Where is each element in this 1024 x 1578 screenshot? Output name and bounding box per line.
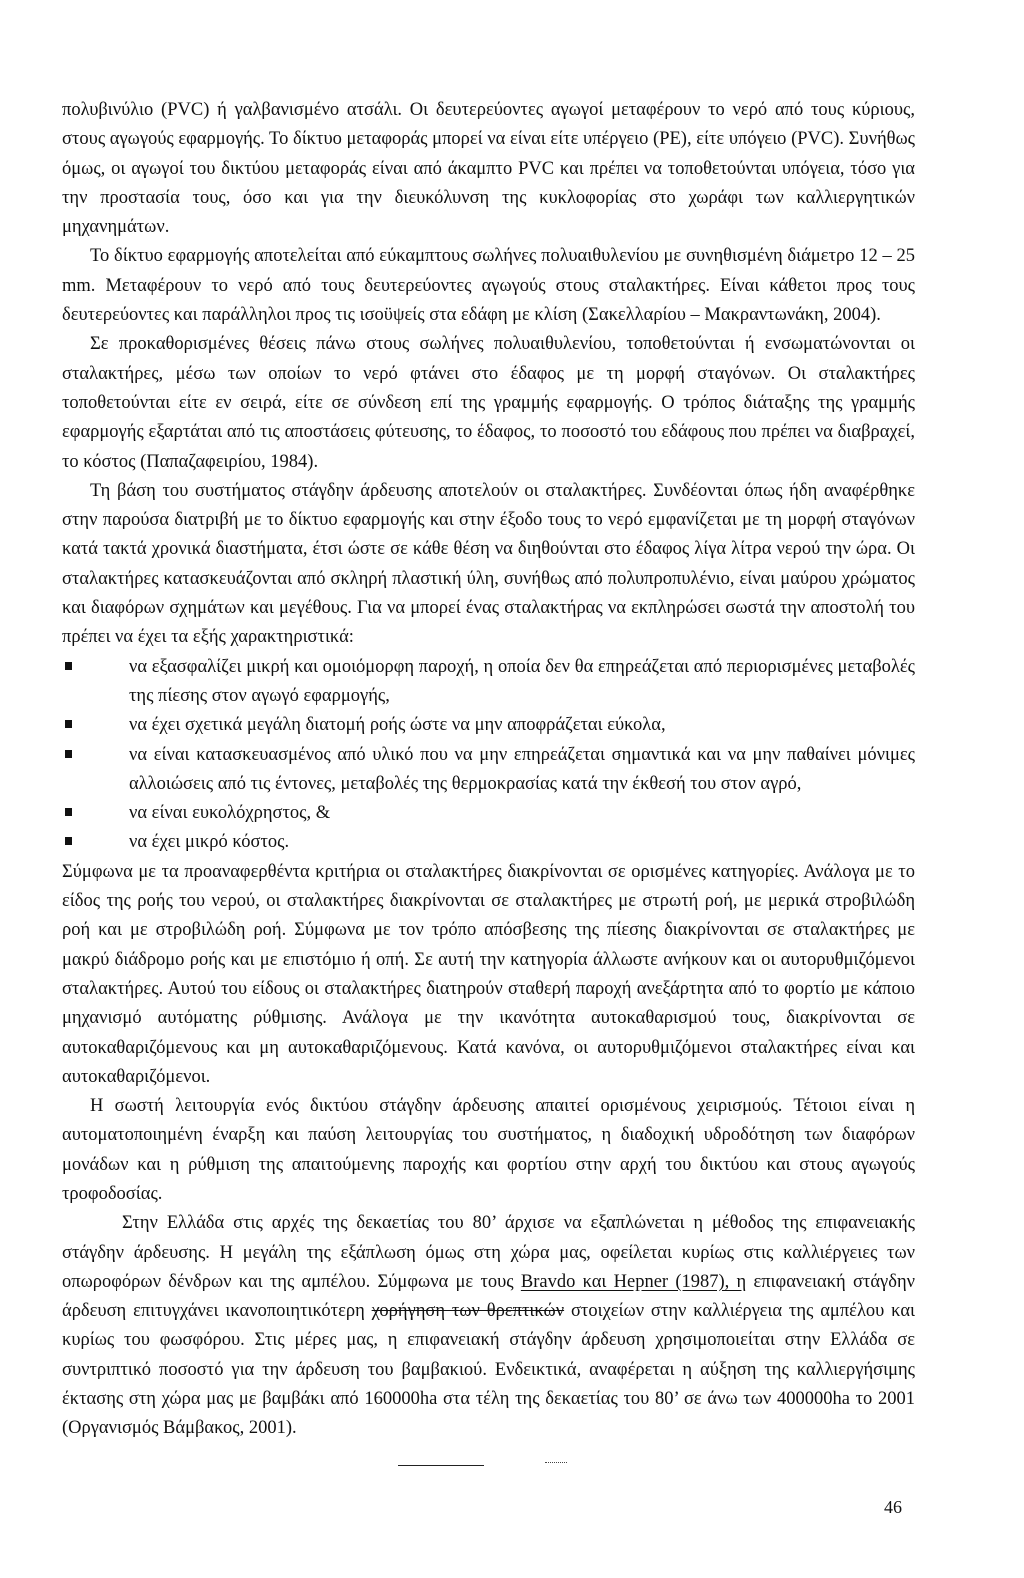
list-item: [62, 711, 915, 740]
bullet-square-icon: [65, 662, 72, 670]
paragraph-text-part: Στην Ελλάδα στις αρχές της δεκαετίας του 80’ άρχισε να εξαπλώνεται η μέθοδος της επιφανειακής στάγδην άρδευσης. Η μεγάλη της εξάπλωση όμως στη χώρα μας, οφείλεται κυρίως στις καλλιέργειες των οπωροφόρων δένδρων και της αμπέλου. Σύμφωνα με τους: [62, 1213, 915, 1292]
list-item-text: να έχει σχετικά μεγάλη διατομή ροής ώστε να μην αποφράζεται εύκολα,: [129, 715, 666, 736]
list-item-text: να εξασφαλίζει μικρή και ομοιόμορφη παροχή, η οποία δεν θα επηρεάζεται από περιορισμένες μεταβολές της πίεσης στον αγωγό εφαρμογής,: [129, 656, 915, 706]
paragraph-drip-in-greece: [62, 1209, 915, 1443]
bullet-square-icon: [65, 720, 72, 728]
list-item: [62, 799, 915, 828]
paragraph-emitter-categories: Σύμφωνα με τα προαναφερθέντα κριτήρια οι σταλακτήρες διακρίνονται σε ορισμένες κατηγορίες. Ανάλογα με το είδος της ροής του νερού, οι σταλακτήρες διακρίνονται σε σταλακτήρες με στρωτή ροή, με μερικά στροβιλώδη ροή και με στροβιλώδη ροή. Σύμφωνα με τον τρόπο απόσβεσης της πίεσης διακρίνονται σε σταλακτήρες με μακρύ διάδρομο ροής και με επιστόμιο ή οπή. Σε αυτή την κατηγορία άλλωστε ανήκουν και οι αυτορυθμιζόμενοι σταλακτήρες. Αυτού του είδους οι σταλακτήρες διατηρούν σταθερή παροχή ανεξάρτητα από το φορτίο με κάποιο μηχανισμό αυτόματης ρύθμισης. Ανάλογα με την ικανότητα αυτοκαθαρισμού τους, διακρίνονται σε αυτοκαθαριζόμενους και μη αυτοκαθαριζόμενους. Κατά κανόνα, οι αυτορυθμιζόμενοι σταλακτήρες είναι και αυτοκαθαριζόμενοι.: [62, 861, 915, 1087]
paragraph-pvc-network: πολυβινύλιο (PVC) ή γαλβανισμένο ατσάλι. Οι δευτερεύοντες αγωγοί μεταφέρουν το νερό από τους κύριους, στους αγωγούς εφαρμογής. Το δίκτυο μεταφοράς μπορεί να είναι είτε υπέργειο (PE), είτε υπόγειο (PVC). Συνήθως όμως, οι αγωγοί του δικτύου μεταφοράς είναι από άκαμπτο PVC και πρέπει να τοποθετούνται υπόγεια, τόσο για την προστασία τους, όσο και για την διευκόλυνση της κυκλοφορίας στο χωράφι των καλλιεργητικών μηχανημάτων.: [62, 100, 915, 238]
bullet-square-icon: [65, 837, 72, 845]
paragraph-text-part: στοιχείων στην καλλιέργεια της αμπέλου και κυρίως του φωσφόρου. Στις μέρες μας, η επιφανειακή στάγδην άρδευση χρησιμοποιείται στην Ελλάδα σε συντριπτικό ποσοστό για την άρδευση του βαμβακιού. Ενδεικτικά, αναφέρεται η αύξηση της καλλιεργήσιμης έκτασης στη χώρα μας με βαμβάκι από 160000ha στα τέλη της δεκαετίας του 80’ σε άνω των 400000ha το 2001 (Οργανισμός Βάμβακος, 2001).: [62, 1301, 916, 1439]
bullet-square-icon: [65, 808, 72, 816]
paragraph-emitters-basis: Τη βάση του συστήματος στάγδην άρδευσης αποτελούν οι σταλακτήρες. Συνδέονται όπως ήδη αναφέρθηκε στην παρούσα διατριβή με το δίκτυο εφαρμογής και στην έξοδο τους το νερό εμφανίζεται με τη μορφή σταγόνων κατά τακτά χρονικά διαστήματα, έτσι ώστε σε κάθε θέση να διηθούνται στο έδαφος λίγα λίτρα νερού την ώρα. Οι σταλακτήρες κατασκευάζονται από σκληρή πλαστική ύλη, συνήθως από πολυπροπυλένιο, είναι μαύρου χρώματος και διαφόρων σχημάτων και μεγέθους. Για να μπορεί ένας σταλακτήρας να εκπληρώσει σωστά την αποστολή του πρέπει να έχει τα εξής χαρακτηριστικά:: [62, 480, 915, 648]
page-number: 46: [884, 1497, 902, 1517]
bullet-square-icon: [65, 750, 72, 758]
body-text: [62, 96, 915, 1444]
list-item-text: να είναι κατασκευασμένος από υλικό που να μην επηρεάζεται σημαντικά και να μην παθαίνει μόνιμες αλλοιώσεις από τις έντονες, μεταβολές της θερμοκρασίας κατά την έκθεσή του στον αγρό,: [129, 744, 915, 794]
paragraph-emitter-placement: Σε προκαθορισμένες θέσεις πάνω στους σωλήνες πολυαιθυλενίου, τοποθετούνται ή ενσωματώνονται οι σταλακτήρες, μέσω των οποίων το νερό φτάνει στο έδαφος με τη μορφή σταγόνων. Οι σταλακτήρες τοποθετούνται είτε εν σειρά, είτε σε σύνδεση επί της γραμμής εφαρμογής. Ο τρόπος διάταξης της γραμμής εφαρμογής εξαρτάται από τις αποστάσεις φύτευσης, το έδαφος, το ποσοστό του εδάφους που πρέπει να διαβραχεί, το κόστος (Παπαζαφειρίου, 1984).: [62, 334, 915, 472]
paragraph-system-operation: Η σωστή λειτουργία ενός δικτύου στάγδην άρδευσης απαιτεί ορισμένους χειρισμούς. Τέτοιοι είναι η αυτοματοποιημένη έναρξη και παύση λειτουργίας του συστήματος, η διαδοχική υδροδότηση των διαφόρων μονάδων και η ρύθμιση της απαιτούμενης παροχής και φορτίου στην αρχή του δικτύου και στους αγωγούς τροφοδοσίας.: [62, 1096, 915, 1204]
stray-line: [398, 1465, 484, 1466]
paragraph-text-part: επιφανειακή στάγδην άρδευση επιτυγχάνει ικανοποιητικότερη: [62, 1271, 915, 1322]
list-item: [62, 828, 915, 857]
list-item-text: να είναι ευκολόχρηστος, &: [129, 803, 331, 824]
list-item-text: να έχει μικρό κόστος.: [129, 832, 290, 853]
paragraph-application-network: Το δίκτυο εφαρμογής αποτελείται από εύκαμπτους σωλήνες πολυαιθυλενίου με συνηθισμένη διάμετρο 12 – 25 mm. Μεταφέρουν το νερό από τους δευτερεύοντες αγωγούς στους σταλακτήρες. Είναι κάθετοι προς τους δευτερεύοντες και παράλληλοι προς τις ισοϋψείς στα εδάφη με κλίση (Σακελλαρίου – Μακραντωνάκη, 2004).: [62, 246, 915, 326]
list-item: [62, 741, 915, 800]
underlined-citation: Bravdo και Hepner (1987), η: [520, 1271, 747, 1292]
stray-dots: [545, 1462, 567, 1464]
struck-text: χορήγηση των θρεπτικών: [371, 1301, 565, 1322]
list-item: [62, 653, 915, 712]
emitter-requirements-list: [62, 653, 915, 858]
